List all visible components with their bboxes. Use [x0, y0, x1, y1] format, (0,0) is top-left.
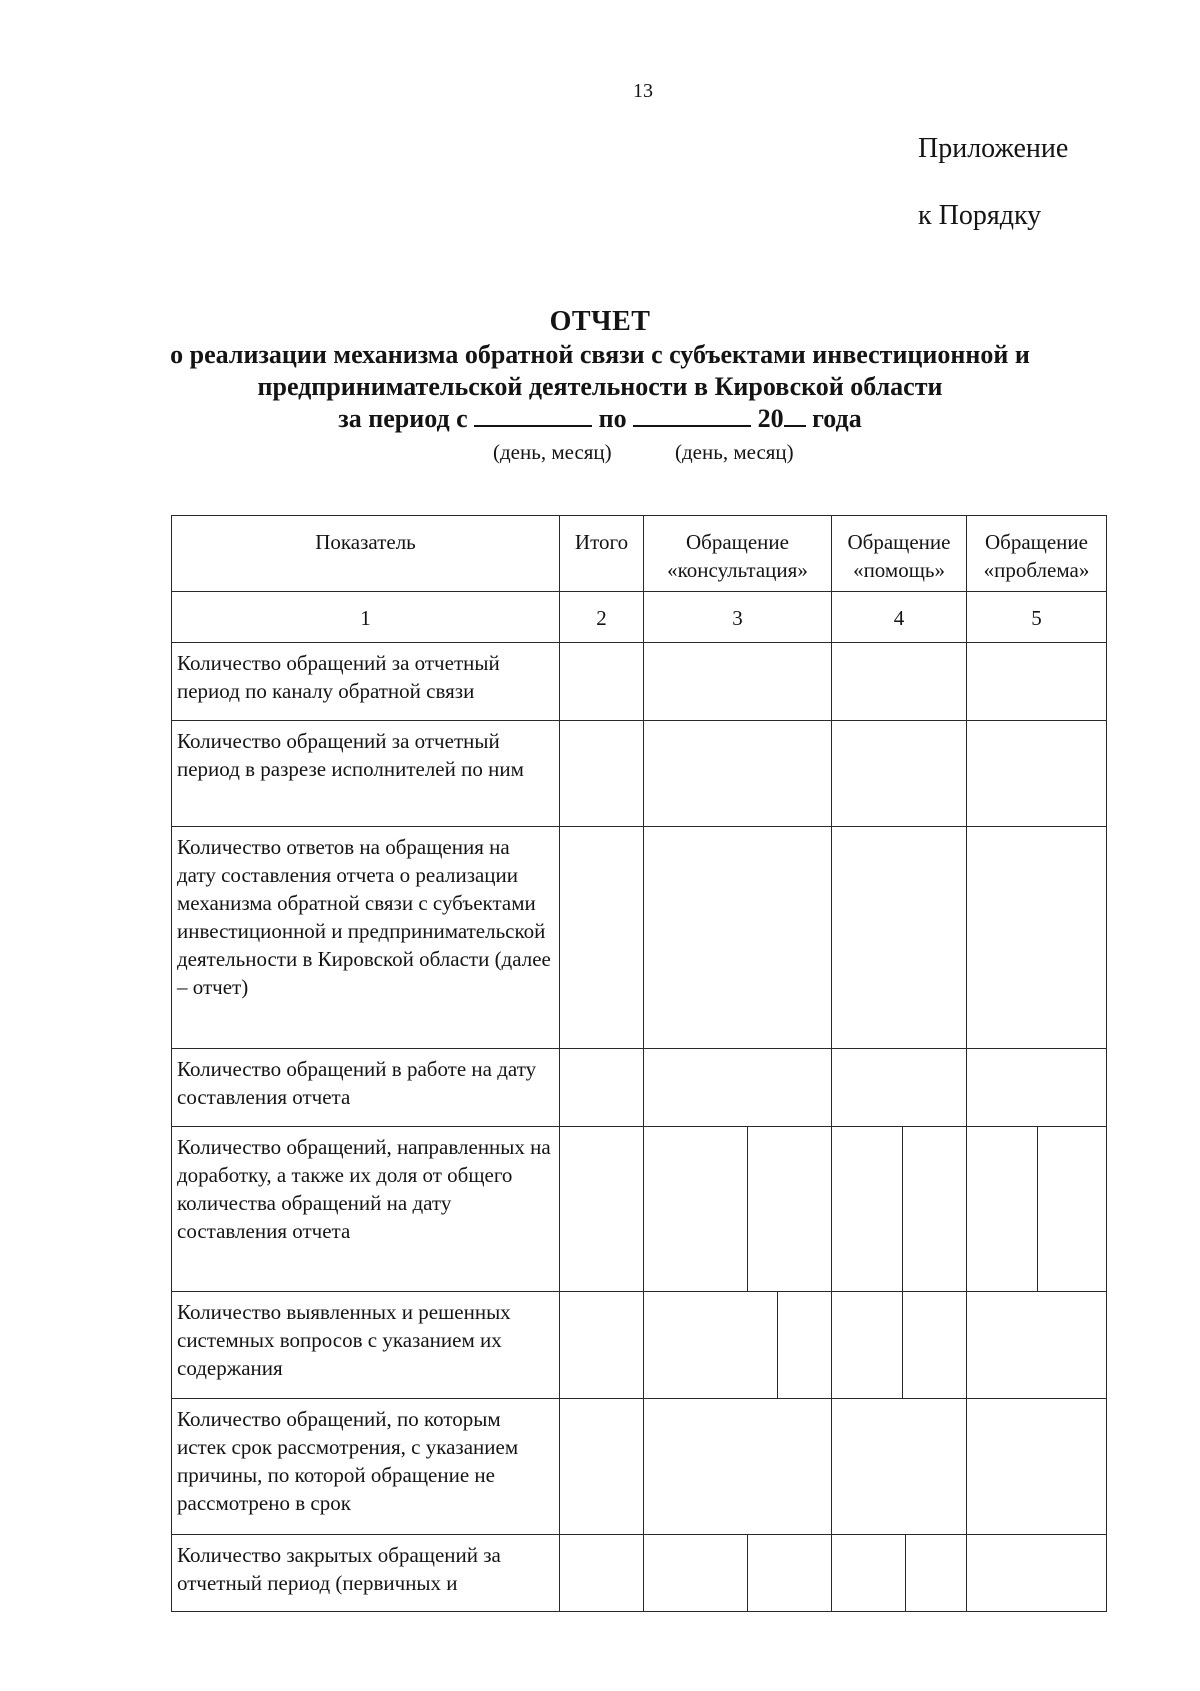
indicator-cell: Количество обращений за отчетный период в разрезе исполнителей по ним: [172, 721, 560, 827]
table-row: [172, 827, 1107, 1049]
column-number: 1: [172, 592, 560, 643]
period-to-hint: (день, месяц): [675, 440, 794, 464]
table-row: [172, 1049, 1107, 1127]
split-value-cell: [644, 1535, 832, 1612]
indicator-cell: Количество обращений, направленных на доработку, а также их доля от общего количества обращений на дату составления отчета: [172, 1127, 560, 1292]
report-subtitle-line-2: предпринимательской деятельности в Кировской области: [257, 372, 943, 401]
header-total: Итого: [560, 516, 644, 592]
value-cell: [967, 1292, 1107, 1399]
header-help: Обращение «помощь»: [832, 516, 967, 592]
value-cell: [832, 721, 967, 827]
appendix-reference: к Порядку: [918, 200, 1042, 231]
split-value-cell: [832, 1127, 967, 1292]
value-cell: [967, 721, 1107, 827]
value-cell: [560, 827, 644, 1049]
indicator-cell: Количество ответов на обращения на дату составления отчета о реализации механизма обратной связи с субъектами инвестиционной и предпринимательской деятельности в Кировской области (далее – отчет): [172, 827, 560, 1049]
indicator-cell: Количество обращений за отчетный период по каналу обратной связи: [172, 643, 560, 721]
table-row: [172, 1292, 1107, 1399]
header-indicator: Показатель: [172, 516, 560, 592]
appendix-label: Приложение: [918, 133, 1069, 164]
value-cell: [560, 1399, 644, 1535]
period-year-blank: [784, 403, 806, 427]
period-middle: по: [598, 404, 627, 433]
split-value-cell: [832, 1292, 967, 1399]
value-cell: [832, 827, 967, 1049]
header-problem: Обращение «проблема»: [967, 516, 1107, 592]
indicator-cell: Количество выявленных и решенных системных вопросов с указанием их содержания: [172, 1292, 560, 1399]
header-consultation: Обращение «консультация»: [644, 516, 832, 592]
split-value-cell: [832, 1535, 967, 1612]
value-cell: [644, 721, 832, 827]
value-cell: [832, 1049, 967, 1127]
value-cell: [967, 1399, 1107, 1535]
value-cell: [644, 827, 832, 1049]
report-period: [0, 403, 1200, 435]
value-cell: [967, 1535, 1107, 1612]
split-value-cell: [644, 1127, 832, 1292]
period-prefix: за период с: [338, 404, 468, 433]
report-table: [171, 515, 1107, 1612]
split-value-cell: [967, 1127, 1107, 1292]
indicator-cell: Количество обращений, по которым истек срок рассмотрения, с указанием причины, по которой обращение не рассмотрено в срок: [172, 1399, 560, 1535]
indicator-cell: Количество закрытых обращений за отчетный период (первичных и: [172, 1535, 560, 1612]
split-value-cell: [644, 1292, 832, 1399]
column-number: 3: [644, 592, 832, 643]
column-number: 4: [832, 592, 967, 643]
value-cell: [967, 827, 1107, 1049]
indicator-cell: Количество обращений в работе на дату составления отчета: [172, 1049, 560, 1127]
table-row: [172, 721, 1107, 827]
period-from-hint: (день, месяц): [493, 440, 612, 464]
value-cell: [644, 1399, 832, 1535]
report-title: ОТЧЕТ: [549, 306, 651, 337]
column-number: 2: [560, 592, 644, 643]
period-year-prefix: 20: [757, 404, 784, 433]
period-from-blank: [474, 403, 592, 427]
period-to-blank: [633, 403, 751, 427]
value-cell: [832, 1399, 967, 1535]
table-row: [172, 1399, 1107, 1535]
value-cell: [644, 1049, 832, 1127]
table-row: [172, 1535, 1107, 1612]
value-cell: [560, 1127, 644, 1292]
value-cell: [560, 1292, 644, 1399]
period-suffix: года: [812, 404, 862, 433]
value-cell: [560, 721, 644, 827]
value-cell: [832, 643, 967, 721]
report-title-block: [0, 305, 1200, 435]
table-header-row: [172, 516, 1107, 592]
value-cell: [967, 1049, 1107, 1127]
column-number-row: [172, 592, 1107, 643]
value-cell: [967, 643, 1107, 721]
column-number: 5: [967, 592, 1107, 643]
table-row: [172, 1127, 1107, 1292]
value-cell: [644, 643, 832, 721]
value-cell: [560, 1049, 644, 1127]
table-row: [172, 643, 1107, 721]
value-cell: [560, 643, 644, 721]
value-cell: [560, 1535, 644, 1612]
report-subtitle-line-1: о реализации механизма обратной связи с субъектами инвестиционной и: [170, 340, 1030, 369]
